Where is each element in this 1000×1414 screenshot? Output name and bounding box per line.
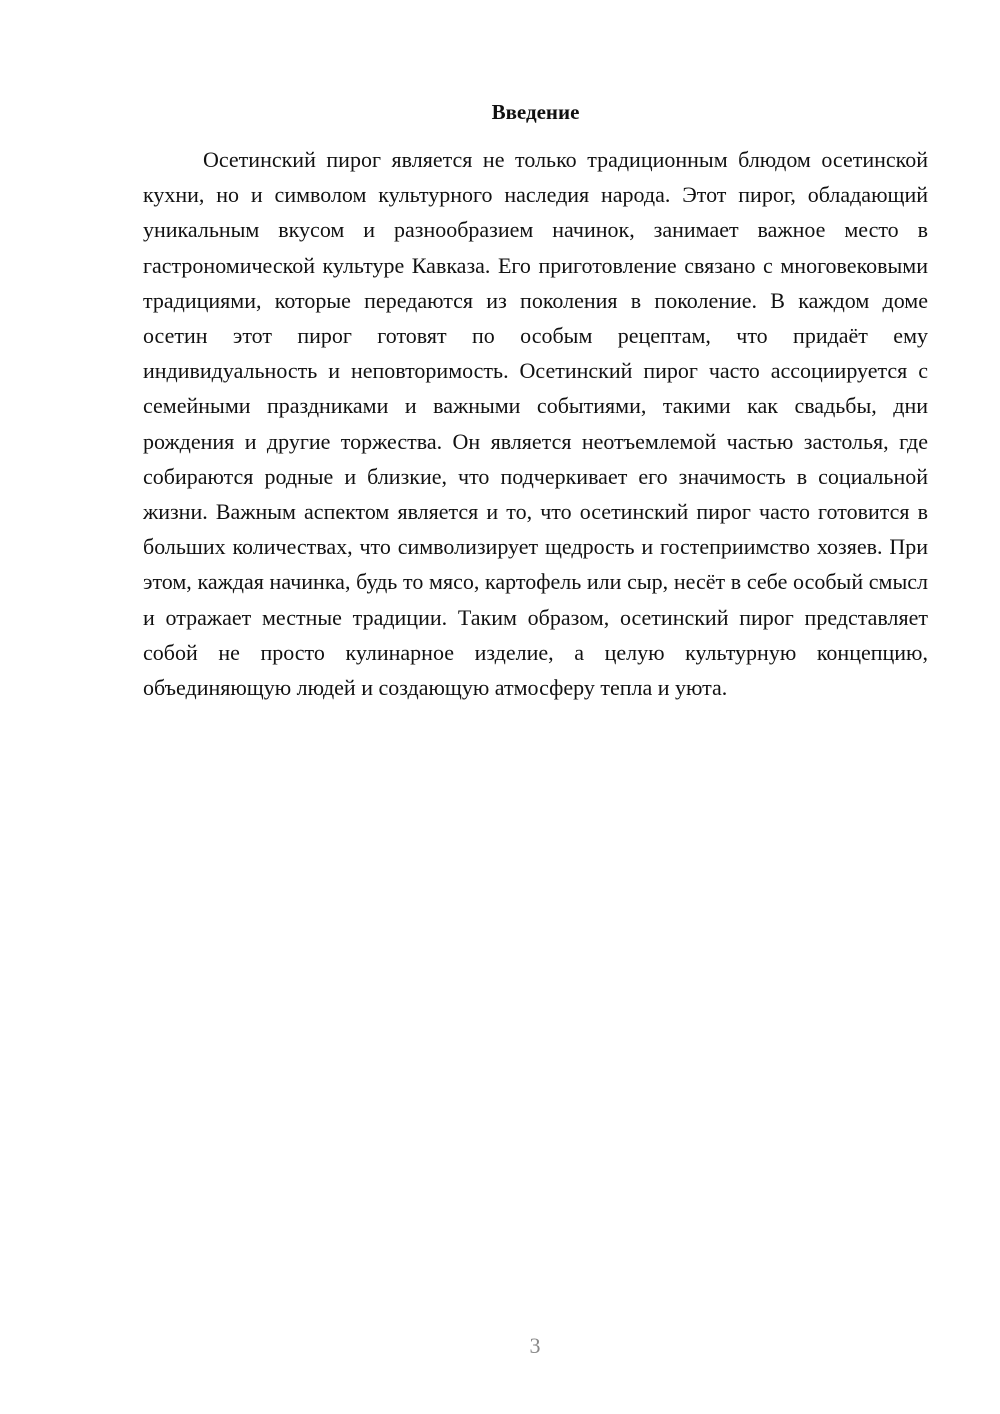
page-number: 3 bbox=[529, 1333, 541, 1358]
body-paragraph: Осетинский пирог является не только традиционным блюдом осетинской кухни, но и символом культурного наследия народа. Этот пирог, обладающий уникальным вкусом и разнообразием начинок, занимает важное место в гастрономической культуре Кавказа. Его приготовление связано с многовековыми традициями, которые передаются из поколения в поколение. В каждом доме осетин этот пирог готовят по особым рецептам, что придаёт ему индивидуальность и неповторимость. Осетинский пирог часто ассоциируется с семейными праздниками и важными событиями, такими как свадьбы, дни рождения и другие торжества. Он является неотъемлемой частью застолья, где собираются родные и близкие, что подчеркивает его значимость в социальной жизни. Важным аспектом является и то, что осетинский пирог часто готовится в больших количествах, что символизирует щедрость и гостеприимство хозяев. При этом, каждая начинка, будь то мясо, картофель или сыр, несёт в себе особый смысл и отражает местные традиции. Таким образом, осетинский пирог представляет собой не просто кулинарное изделие, а целую культурную концепцию, объединяющую людей и создающую атмосферу тепла и уюта. bbox=[143, 147, 928, 701]
section-heading: Введение bbox=[491, 100, 580, 124]
